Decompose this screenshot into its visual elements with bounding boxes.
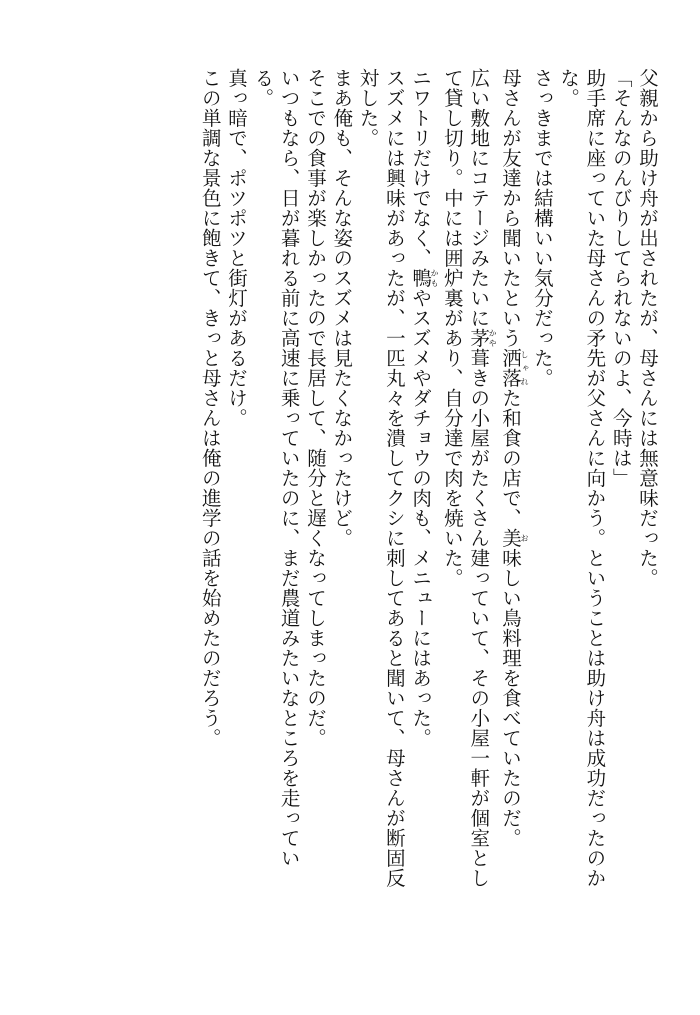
text-line-13: まあ俺も、そんな姿のスズメは見たくなかったけど。 — [330, 68, 354, 548]
text-line-16: る。 — [251, 68, 275, 108]
text-line-3: 助手席に座っていた母さんの矛先が父さんに向かう。ということは助け舟は成功だったのか — [583, 68, 607, 888]
text-line-14: そこでの食事が楽しかったので長居して、随分と遅くなってしまったのだ。 — [303, 68, 327, 748]
text-line-9: て貸し切り。中には囲炉裏があり、自分達で肉を焼いた。 — [440, 68, 464, 588]
furigana: 鴨かも — [409, 268, 440, 288]
text-line-2: 「そんなのんびりしてられないのよ、今時は」 — [609, 68, 633, 488]
text-line-1: 父親から助け舟が出されたが、母さんには無意味だった。 — [636, 68, 659, 588]
text-line-10: ニワトリだけでなく、鴨かもやスズメやダチョウの肉も、メニューにはあった。 — [409, 68, 440, 748]
vertical-text-body — [30, 68, 660, 948]
furigana: 洒落しゃれ — [499, 348, 530, 388]
text-line-15: いつもなら、日が暮れる前に高速に乗っていたのに、まだ農道みたいなところを走ってい — [277, 68, 301, 868]
furigana: 茅かや — [467, 328, 498, 348]
text-line-7: 母さんが友達から聞いたという洒落しゃれた和食の店で、美お味しい鳥料理を食べていたのだ。 — [499, 68, 530, 848]
text-line-6: さっきまでは結構いい気分だった。 — [530, 68, 554, 388]
text-line-11: スズメには興味があったが、一匹丸々を潰してクシに刺してあると聞いて、母さんが断固反 — [382, 68, 406, 888]
text-line-17: 真っ暗で、ポツポツと街灯があるだけ。 — [225, 68, 249, 428]
furigana: 美お — [499, 528, 530, 548]
text-line-12: 対した。 — [356, 68, 380, 148]
text-line-8: 広い敷地にコテージみたいに茅かや葺きの小屋がたくさん建っていて、その小屋一軒が個室とし — [467, 68, 498, 888]
text-line-4: な。 — [557, 68, 581, 108]
text-line-18: この単調な景色に飽きて、きっと母さんは俺の進学の話を始めたのだろう。 — [198, 68, 222, 748]
